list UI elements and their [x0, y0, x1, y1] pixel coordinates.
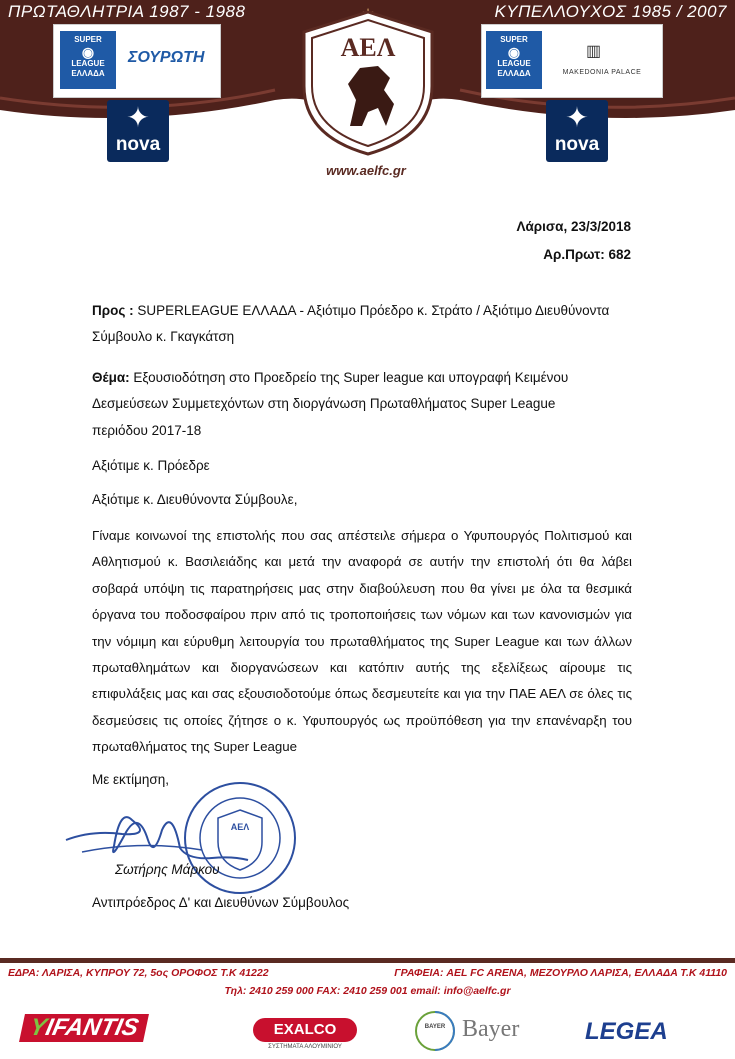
footer-contact: Τηλ: 2410 259 000 FAX: 2410 259 001 email: info@aelfc.gr — [224, 985, 511, 997]
nova-logo-right: ✦ nova — [546, 100, 608, 162]
superleague-logo-right: SUPER ◉ LEAGUE ΕΛΛΑΔΑ — [486, 31, 542, 89]
recipient-block — [92, 298, 612, 351]
subject-block — [92, 365, 612, 444]
to-label: Προς : — [92, 303, 134, 318]
exalco-tagline: ΣΥΣΤΗΜΑΤΑ ΑΛΟΥΜΙΝΙΟΥ — [268, 1044, 342, 1050]
legea-logo: LEGEA — [585, 1018, 668, 1045]
subject-label: Θέμα: — [92, 370, 130, 385]
greeting-president: Αξιότιμε κ. Πρόεδρε — [92, 458, 210, 473]
website-link[interactable]: www.aelfc.gr — [326, 163, 406, 178]
makedonia-palace-logo: MAKEDONIA PALACE — [562, 69, 642, 76]
exalco-logo: EXALCO — [253, 1018, 357, 1042]
sourothi-logo: ΣΟΥΡΩΤΗ — [128, 49, 205, 66]
bayer-logo: Bayer — [462, 1016, 520, 1042]
to-text: SUPERLEAGUE ΕΛΛΑΔΑ - Αξιότιμο Πρόεδρο κ. Στράτο / Αξιότιμο Διευθύνοντα Σύμβουλο κ. Γκαγκάτση — [92, 303, 610, 345]
signer-name: Σωτήρης Μάρκου — [115, 862, 220, 877]
svg-text:ΑΕΛ: ΑΕΛ — [340, 33, 396, 62]
letter-body: Γίναμε κοινωνοί της επιστολής που σας απέστειλε σήμερα ο Υφυπουργός Πολιτισμού και Αθλητισμού κ. Βασιλειάδης και μετά την αναφορά σε αυτήν την επιστολή ότι θα λάβει σοβαρά υπόψη τις παρατηρήσεις μας στην διαβούλευση που θα γίνει με όλα τα θεσμικά όργανα του ποδοσφαίρου πριν από τις τροποποιήσεις των νόμων και των κανονισμών για την νόμιμη και εύρυθμη λειτουργία του πρωταθλήματος της Super League και των άλλων πρωταθλημάτων και διοργανώσεων και κατόπιν αυτής της εξελίξεως αίρουμε τις επιφυλάξεις μας και σας εξουσιοδοτούμε όπως δεσμευτείτε και για την ΠΑΕ ΑΕΛ σε όλες τις δεσμεύσεις τις οποίες ζήτησε ο κ. Υφυπουργός ως προϋπόθεση για την επανέναρξη του πρωταθλήματος της Super League — [92, 528, 632, 755]
building-icon: ▥ — [586, 43, 602, 60]
footer-offices: ΓΡΑΦΕΙΑ: AEL FC ARENA, ΜΕΖΟΥΡΛΟ ΛΑΡΙΣΑ, ΕΛΛΑΔΑ Τ.Κ 41110 — [394, 967, 727, 979]
letterhead — [0, 0, 735, 190]
place-date: Λάρισα, 23/3/2018 — [516, 219, 631, 234]
nova-star-icon: ✦ — [126, 102, 150, 133]
subject-text: Εξουσιοδότηση στο Προεδρείο της Super league και υπογραφή Κειμένου Δεσμεύσεων Συμμετεχόντων στη διοργάνωση Πρωταθλήματος Super League περιόδου 2017-18 — [92, 370, 569, 438]
header-left-title: ΠΡΩΤΑΘΛΗΤΡΙΑ 1987 - 1988 — [8, 2, 246, 21]
greeting-ceo: Αξιότιμε κ. Διευθύνοντα Σύμβουλε, — [92, 492, 298, 507]
nova-logo-left: ✦ nova — [107, 100, 169, 162]
nova-star-icon: ✦ — [565, 102, 589, 133]
ifantis-logo: YIFANTIS — [19, 1014, 149, 1042]
signer-title: Αντιπρόεδρος Δ' και Διευθύνων Σύμβουλος — [92, 895, 350, 910]
svg-text:ΑΕΛ: ΑΕΛ — [230, 822, 250, 832]
ael-crest — [298, 8, 438, 158]
footer-divider — [0, 958, 735, 963]
left-sponsor-panel — [53, 24, 221, 98]
footer-seat: ΕΔΡΑ: ΛΑΡΙΣΑ, ΚΥΠΡΟΥ 72, 5ος ΟΡΟΦΟΣ Τ.Κ 41222 — [8, 967, 269, 979]
svg-text:BAYER: BAYER — [424, 1024, 446, 1030]
bayer-cross-icon — [414, 1010, 456, 1052]
protocol-number: Αρ.Πρωτ: 682 — [543, 247, 631, 262]
header-right-title: ΚΥΠΕΛΛΟΥΧΟΣ 1985 / 2007 — [494, 2, 727, 21]
right-sponsor-panel — [481, 24, 663, 98]
closing: Με εκτίμηση, — [92, 772, 169, 787]
superleague-logo: SUPER ◉ LEAGUE ΕΛΛΑΔΑ — [60, 31, 116, 89]
